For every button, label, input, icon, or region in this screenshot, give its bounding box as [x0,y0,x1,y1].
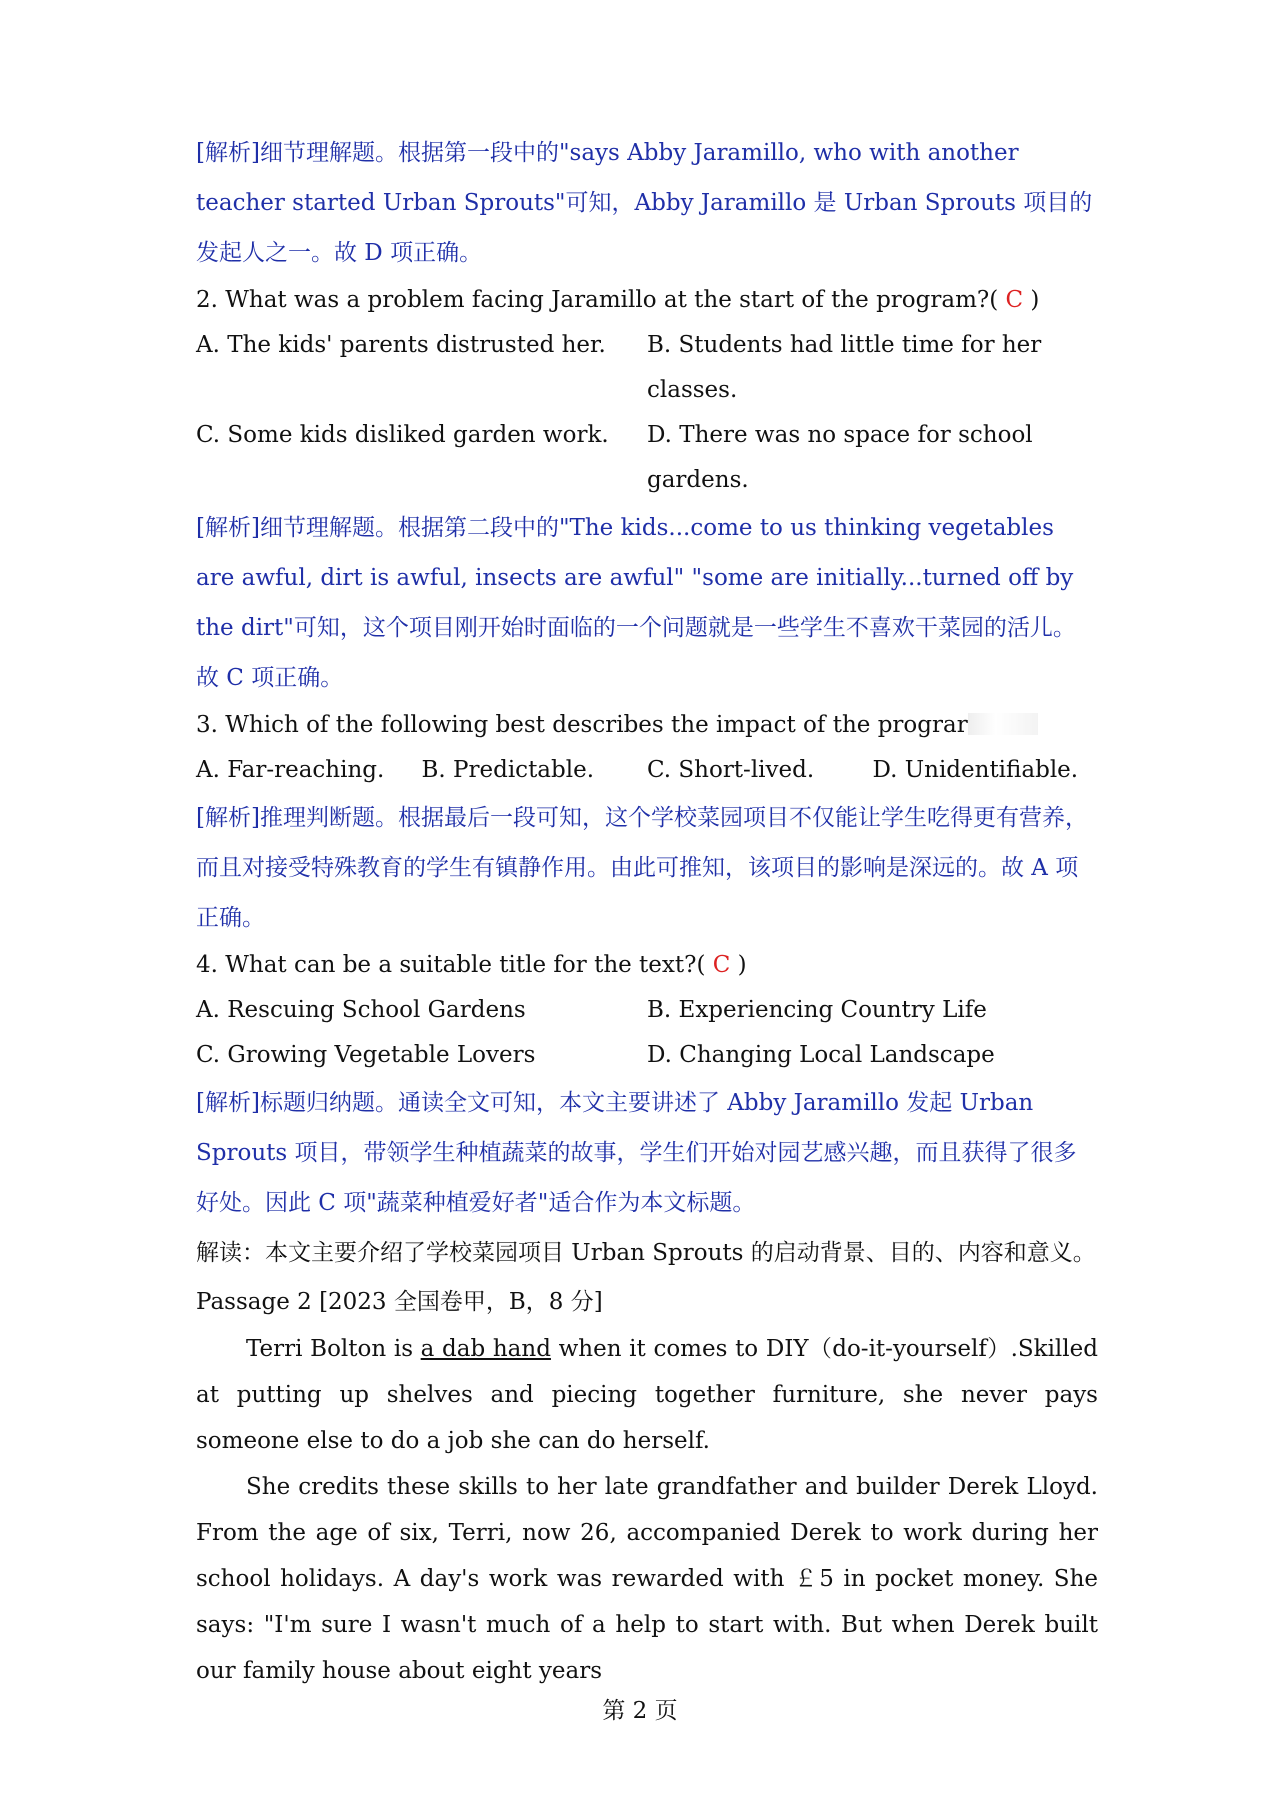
q4-answer: C [712,952,731,978]
underlined-phrase: a dab hand [420,1336,551,1362]
q4-options-row-2 [196,1033,1098,1078]
q4-explanation: [解析]标题归纳题。通读全文可知，本文主要讲述了 Abby Jaramillo 发起 Urban Sprouts 项目，带领学生种植蔬菜的故事，学生们开始对园艺感兴趣，而且获得了很多好处。因此 C 项"蔬菜种植爱好者"适合作为本文标题。 [196,1090,1077,1216]
q4-close: ) [737,952,747,978]
q3-stem-text: 3. Which of the following best describes the impact of the prograr [196,712,968,738]
q4-options-row-1 [196,988,1098,1033]
page-content [196,140,1098,1694]
page-number: 第 2 页 [602,1698,678,1724]
q2-option-a: A. The kids' parents distrusted her. [196,332,606,358]
passage2-paragraph-2: She credits these skills to her late grandfather and builder Derek Lloyd. From the age of six, Terri, now 26, accompanied Derek to work during her school holidays. A day's work was rewarded with ￡5 in pocket money. She says: "I'm sure I wasn't much of a help to start with. But when Derek built our family house about eight years [196,1474,1098,1684]
q3-option-a: A. Far-reaching. [196,757,385,783]
q4-option-d: D. Changing Local Landscape [647,1042,995,1068]
q3-stem [196,703,1098,748]
q2-option-c: C. Some kids disliked garden work. [196,422,609,448]
q4-option-a: A. Rescuing School Gardens [196,997,526,1023]
summary: 解读：本文主要介绍了学校菜园项目 Urban Sprouts 的启动背景、目的、内容和意义。 [196,1240,1096,1266]
q2-options-row-1 [196,323,1098,413]
q3-options-row [196,748,1098,793]
q2-option-d: D. There was no space for school gardens. [647,422,1033,493]
q3-option-c: C. Short-lived. [647,757,815,783]
q4-option-b: B. Experiencing Country Life [647,997,987,1023]
q3-explanation: [解析]推理判断题。根据最后一段可知，这个学校菜园项目不仅能让学生吃得更有营养，而且对接受特殊教育的学生有镇静作用。由此可推知，该项目的影响是深远的。故 A 项正确。 [196,805,1088,931]
q3-option-d: D. Unidentifiable. [872,757,1079,783]
q3-option-b: B. Predictable. [421,757,595,783]
q2-explanation: [解析]细节理解题。根据第二段中的"The kids...come to us thinking vegetables are awful, dirt is awful, insects are awful" "some are initially...turned off by the dirt"可知，这个项目刚开始时面临的一个问题就是一些学生不喜欢干菜园的活儿。故 C 项正确。 [196,515,1076,691]
q2-close: ) [1030,287,1040,313]
q2-stem [196,278,1098,323]
q4-stem-text: 4. What can be a suitable title for the text?( [196,952,706,978]
q2-option-b: B. Students had little time for her classes. [647,332,1042,403]
obscured-area [968,713,1038,735]
q4-stem [196,943,1098,988]
q2-stem-text: 2. What was a problem facing Jaramillo at the start of the program?( [196,287,999,313]
p1-before: Terri Bolton is [246,1336,421,1362]
passage2-heading: Passage 2 [2023 全国卷甲，B，8 分] [196,1289,603,1315]
passage2-paragraph-1 [196,1326,1098,1464]
q4-option-c: C. Growing Vegetable Lovers [196,1042,536,1068]
q2-answer: C [1005,287,1024,313]
q2-options-row-2 [196,413,1098,503]
p1-after: when it comes to DIY（do-it-yourself）.Skilled at putting up shelves and piecing together furniture, she never pays someone else to do a job she can do herself. [196,1336,1098,1454]
q1-explanation: [解析]细节理解题。根据第一段中的"says Abby Jaramillo, who with another teacher started Urban Sprouts"可知，Abby Jaramillo 是 Urban Sprouts 项目的发起人之一。故 D 项正确。 [196,140,1093,266]
